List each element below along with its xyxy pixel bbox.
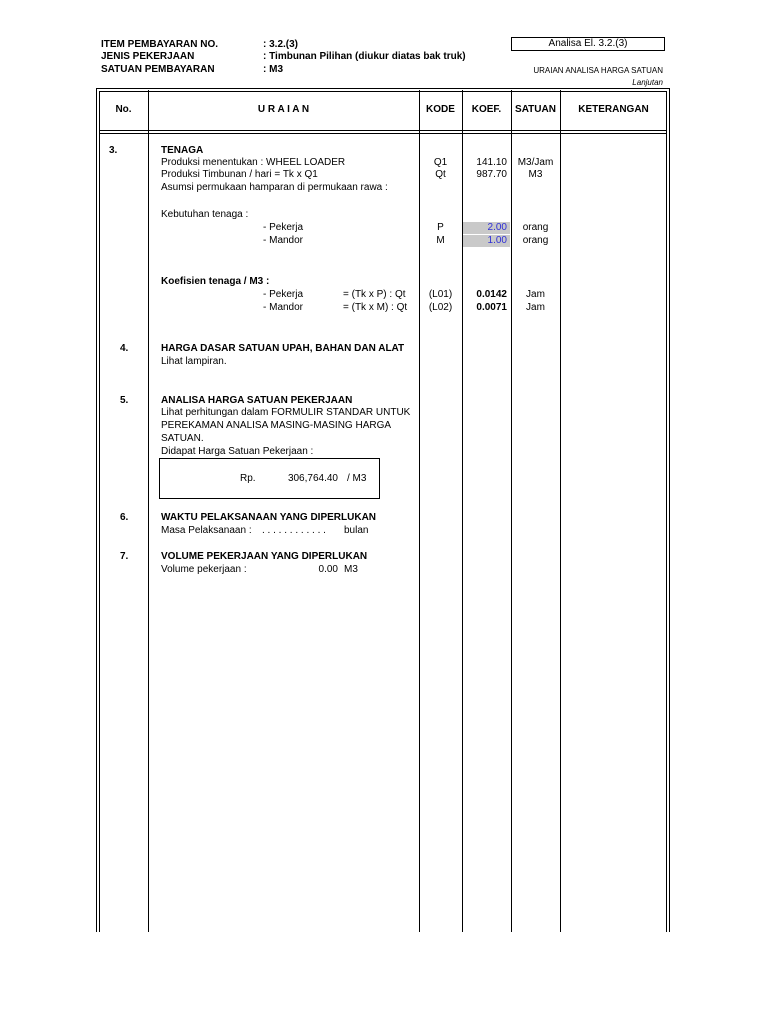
section3-mandor-koef: 1.00: [463, 235, 510, 247]
section3-line1: Produksi menentukan : WHEEL LOADER: [161, 157, 346, 168]
section3-line1-satuan: M3/Jam: [517, 157, 554, 168]
section5-line1: Lihat perhitungan dalam FORMULIR STANDAR UNTUK: [161, 407, 411, 418]
section3-pekerja: - Pekerja: [263, 222, 304, 233]
jenis-pekerjaan-label: JENIS PEKERJAAN: [101, 51, 195, 62]
price-unit: / M3: [347, 473, 367, 484]
analisa-box: [511, 37, 665, 51]
section7-title: VOLUME PEKERJAAN YANG DIPERLUKAN: [161, 551, 368, 562]
section6-line1: Masa Pelaksanaan :: [161, 525, 252, 536]
header-kode: KODE: [426, 104, 455, 115]
section3-k-mandor-kode: (L02): [428, 302, 453, 313]
section3-mandor-satuan: orang: [522, 235, 549, 246]
section3-line2: Produksi Timbunan / hari = Tk x Q1: [161, 169, 318, 180]
section4-no: 4.: [120, 343, 129, 354]
section5-line2: PEREKAMAN ANALISA MASING-MASING HARGA: [161, 420, 392, 431]
section3-no: 3.: [109, 145, 118, 156]
section3-koef-colon: :: [266, 276, 270, 287]
price-value: 306,764.40: [287, 473, 338, 484]
section3-k-pekerja: - Pekerja: [263, 289, 304, 300]
section3-k-mandor: - Mandor: [263, 302, 304, 313]
col-divider-koef: [511, 90, 512, 932]
section5-title: ANALISA HARGA SATUAN PEKERJAAN: [161, 395, 353, 406]
section6-unit: bulan: [344, 525, 369, 536]
section3-k-pekerja-formula: = (Tk x P) : Qt: [343, 289, 406, 300]
section3-k-mandor-satuan: Jam: [526, 302, 545, 313]
section6-title: WAKTU PELAKSANAAN YANG DIPERLUKAN: [161, 512, 377, 523]
col-divider-kode: [462, 90, 463, 932]
section3-kebutuhan: Kebutuhan tenaga :: [161, 209, 249, 220]
section3-k-pekerja-satuan: Jam: [526, 289, 545, 300]
header-no: No.: [115, 104, 132, 115]
header-divider: [99, 130, 667, 131]
section3-koef-title: Koefisien tenaga / M3: [161, 276, 264, 287]
satuan-pembayaran-value: : M3: [263, 64, 283, 75]
section4-title: HARGA DASAR SATUAN UPAH, BAHAN DAN ALAT: [161, 343, 405, 354]
header-koef: KOEF.: [471, 104, 502, 115]
section3-line2-satuan: M3: [528, 169, 543, 180]
col-divider-satuan: [560, 90, 561, 932]
satuan-pembayaran-label: SATUAN PEMBAYARAN: [101, 64, 215, 75]
section3-line1-kode: Q1: [433, 157, 448, 168]
section3-k-pekerja-koef: 0.0142: [476, 289, 507, 300]
item-pembayaran-value: : 3.2.(3): [263, 39, 299, 50]
section3-pekerja-kode: P: [437, 222, 444, 233]
section6-dots: . . . . . . . . . . . .: [262, 525, 326, 536]
uraian-analisa-title: URAIAN ANALISA HARGA SATUAN: [533, 66, 663, 75]
section5-line3: SATUAN.: [161, 433, 204, 444]
section3-line2-koef: 987.70: [476, 169, 507, 180]
section3-line1-koef: 141.10: [476, 157, 507, 168]
section3-mandor: - Mandor: [263, 235, 304, 246]
section7-unit: M3: [344, 564, 358, 575]
col-divider-uraian: [419, 90, 420, 932]
section3-k-pekerja-kode: (L01): [428, 289, 453, 300]
section3-pekerja-koef: 2.00: [463, 222, 510, 234]
header-satuan: SATUAN: [515, 104, 556, 115]
section3-line2-kode: Qt: [435, 169, 446, 180]
section4-line1: Lihat lampiran.: [161, 356, 227, 367]
price-rp: Rp.: [240, 473, 256, 484]
lanjutan-label: Lanjutan: [632, 78, 663, 87]
section3-line3: Asumsi permukaan hamparan di permukaan rawa :: [161, 182, 388, 193]
section3-pekerja-satuan: orang: [522, 222, 549, 233]
section5-no: 5.: [120, 395, 129, 406]
header-keterangan: KETERANGAN: [578, 104, 649, 115]
section7-value: 0.00: [318, 564, 338, 575]
section3-k-mandor-formula: = (Tk x M) : Qt: [343, 302, 408, 313]
section6-no: 6.: [120, 512, 129, 523]
header-divider-double: [99, 133, 667, 134]
section3-mandor-kode: M: [436, 235, 445, 246]
section3-k-mandor-koef: 0.0071: [476, 302, 507, 313]
jenis-pekerjaan-value: : Timbunan Pilihan (diukur diatas bak truk): [263, 51, 466, 62]
col-divider-no: [148, 90, 149, 932]
section3-title: TENAGA: [161, 145, 204, 156]
section7-line1: Volume pekerjaan :: [161, 564, 247, 575]
header-uraian: U R A I A N: [257, 104, 310, 115]
section5-line4: Didapat Harga Satuan Pekerjaan :: [161, 446, 314, 457]
analisa-box-text: Analisa El. 3.2.(3): [548, 38, 628, 49]
item-pembayaran-label: ITEM PEMBAYARAN NO.: [101, 39, 219, 50]
section7-no: 7.: [120, 551, 129, 562]
